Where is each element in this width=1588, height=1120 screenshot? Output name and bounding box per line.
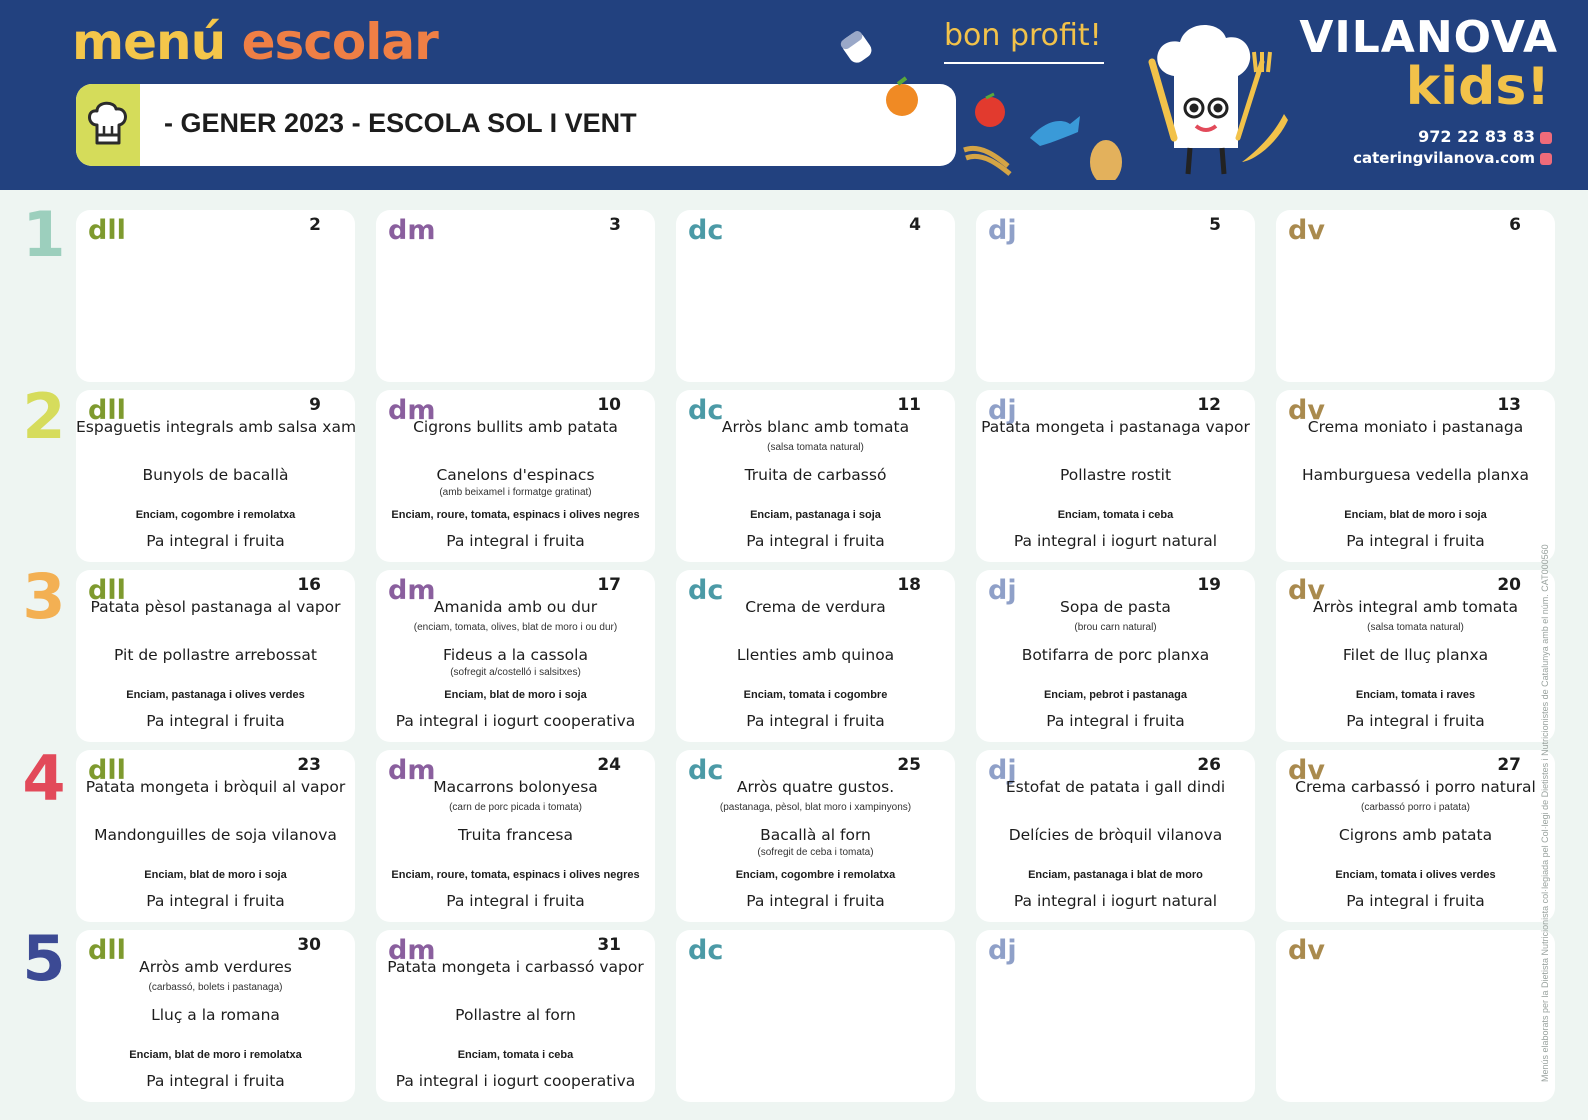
menu-note1: (carbassó, bolets i pastanaga) [148, 982, 283, 993]
menu-salad: Enciam, roure, tomata, espinacs i olives negres [391, 869, 640, 881]
menu-main2: Llenties amb quinoa [736, 646, 895, 664]
week-number: 5 [22, 922, 66, 995]
day-cell [976, 390, 1255, 562]
title-word-escolar: escolar [241, 13, 438, 71]
menu-note1: (salsa tomata natural) [767, 442, 864, 453]
day-cell [376, 750, 655, 922]
menu-salad: Enciam, pastanaga i soja [750, 509, 881, 521]
day-number: 17 [597, 575, 621, 595]
day-name: dc [688, 395, 724, 426]
menu-dessert: Pa integral i iogurt cooperativa [395, 1072, 636, 1090]
menu-main1: Patata pèsol pastanaga al vapor [90, 598, 341, 616]
menu-main1: Crema moniato i pastanaga [1307, 418, 1524, 436]
brand-name-line1: VILANOVA [1299, 12, 1558, 63]
brand-logo [1298, 12, 1558, 117]
slogan: bon profit! [944, 18, 1102, 53]
menu-note1: (carn de porc picada i tomata) [449, 802, 582, 813]
menu-salad: Enciam, tomata i cogombre [743, 689, 888, 701]
menu-note2: (sofregit a/costelló i salsitxes) [450, 667, 581, 678]
menu-main2: Pollastre al forn [455, 1006, 576, 1024]
day-cell [676, 210, 955, 382]
day-number: 23 [297, 755, 321, 775]
menu-main2: Cigrons amb patata [1338, 826, 1493, 844]
week-number: 3 [22, 560, 66, 633]
brand-name-line2: kids! [1405, 57, 1550, 117]
menu-dessert: Pa integral i fruita [1046, 712, 1185, 730]
menu-salad: Enciam, pastanaga i olives verdes [126, 689, 305, 701]
menu-main1: Sopa de pasta [1060, 598, 1171, 616]
menu-note1: (enciam, tomata, olives, blat de moro i ou dur) [413, 622, 618, 633]
title-word-menu: menú [72, 13, 226, 71]
menu-dessert: Pa integral i iogurt cooperativa [395, 712, 636, 730]
menu-main2: Lluç a la romana [151, 1006, 280, 1024]
day-name: dc [688, 575, 724, 606]
day-name: dm [388, 575, 436, 606]
menu-dessert: Pa integral i fruita [146, 1072, 285, 1090]
day-number: 4 [909, 215, 921, 235]
day-cell [76, 390, 355, 562]
contact-info [1300, 126, 1552, 168]
day-name: dv [1288, 755, 1325, 786]
day-cell [676, 930, 955, 1102]
day-cell [376, 570, 655, 742]
menu-salad: Enciam, tomata i ceba [457, 1049, 574, 1061]
menu-main1: Arròs quatre gustos. [736, 778, 895, 796]
menu-main1: Patata mongeta i pastanaga vapor [981, 418, 1250, 436]
day-name: dm [388, 935, 436, 966]
menu-dessert: Pa integral i fruita [146, 532, 285, 550]
day-name: dll [88, 395, 126, 426]
menu-dessert: Pa integral i fruita [146, 712, 285, 730]
chef-hat-icon [76, 84, 140, 166]
day-cell [76, 570, 355, 742]
menu-main2: Pit de pollastre arrebossat [114, 646, 317, 664]
menu-main2: Truita francesa [458, 826, 573, 844]
menu-salad: Enciam, pebrot i pastanaga [1043, 689, 1188, 701]
menu-dessert: Pa integral i fruita [1346, 712, 1485, 730]
menu-main2: Filet de lluç planxa [1342, 646, 1489, 664]
day-name: dm [388, 755, 436, 786]
day-number: 16 [297, 575, 321, 595]
day-cell [1276, 210, 1555, 382]
day-name: dj [988, 935, 1017, 966]
menu-main1: Espaguetis integrals amb salsa xam [76, 418, 357, 436]
day-name: dll [88, 575, 126, 606]
day-cell [676, 390, 955, 562]
day-cell [976, 210, 1255, 382]
day-name: dj [988, 215, 1017, 246]
menu-dessert: Pa integral i fruita [446, 532, 585, 550]
day-number: 6 [1509, 215, 1521, 235]
day-cell [976, 750, 1255, 922]
menu-main2: Botifarra de porc planxa [1021, 646, 1210, 664]
day-cell [1276, 570, 1555, 742]
day-number: 26 [1197, 755, 1221, 775]
menu-main1: Crema de verdura [745, 598, 886, 616]
menu-dessert: Pa integral i fruita [746, 892, 885, 910]
day-name: dll [88, 755, 126, 786]
menu-salad: Enciam, cogombre i remolatxa [135, 509, 296, 521]
day-name: dm [388, 215, 436, 246]
slogan-underline [944, 62, 1104, 64]
page-title [72, 12, 438, 72]
menu-dessert: Pa integral i iogurt natural [1013, 532, 1218, 550]
day-cell [376, 930, 655, 1102]
menu-main2: Truita de carbassó [744, 466, 887, 484]
menu-main2: Bunyols de bacallà [142, 466, 289, 484]
chef-mascot-icon [1138, 22, 1298, 187]
menu-note1: (brou carn natural) [1074, 622, 1157, 633]
menu-dessert: Pa integral i fruita [1346, 532, 1485, 550]
day-name: dm [388, 395, 436, 426]
menu-salad: Enciam, roure, tomata, espinacs i olives negres [391, 509, 640, 521]
day-number: 10 [597, 395, 621, 415]
day-number: 18 [897, 575, 921, 595]
day-cell [76, 750, 355, 922]
day-number: 25 [897, 755, 921, 775]
day-name: dv [1288, 215, 1325, 246]
phone-number: 972 22 83 83 [1418, 127, 1535, 146]
day-number: 5 [1209, 215, 1221, 235]
menu-salad: Enciam, tomata i raves [1355, 689, 1476, 701]
day-name: dc [688, 935, 724, 966]
day-cell [376, 390, 655, 562]
menu-dessert: Pa integral i iogurt natural [1013, 892, 1218, 910]
day-name: dc [688, 755, 724, 786]
menu-main1: Patata mongeta i bròquil al vapor [85, 778, 346, 796]
day-cell [676, 750, 955, 922]
day-number: 31 [597, 935, 621, 955]
day-name: dv [1288, 935, 1325, 966]
menu-note1: (pastanaga, pèsol, blat moro i xampinyons) [719, 802, 912, 813]
menu-dessert: Pa integral i fruita [746, 712, 885, 730]
menu-dessert: Pa integral i fruita [446, 892, 585, 910]
menu-main2: Pollastre rostit [1059, 466, 1172, 484]
day-number: 9 [309, 395, 321, 415]
menu-main1: Crema carbassó i porro natural [1295, 778, 1536, 796]
day-cell [76, 930, 355, 1102]
week-number: 2 [22, 380, 66, 453]
day-name: dj [988, 575, 1017, 606]
day-cell [376, 210, 655, 382]
menu-main1: Patata mongeta i carbassó vapor [387, 958, 644, 976]
day-number: 12 [1197, 395, 1221, 415]
month-bar [76, 84, 956, 166]
menu-main2: Hamburguesa vedella planxa [1302, 466, 1529, 484]
menu-main2: Mandonguilles de soja vilanova [94, 826, 337, 844]
menu-note2: (sofregit de ceba i tomata) [757, 847, 874, 858]
menu-salad: Enciam, blat de moro i soja [144, 869, 287, 881]
menu-main1: Cigrons bullits amb patata [413, 418, 618, 436]
day-cell [976, 930, 1255, 1102]
day-name: dv [1288, 395, 1325, 426]
menu-salad: Enciam, cogombre i remolatxa [735, 869, 896, 881]
header [0, 0, 1588, 190]
day-cell [1276, 750, 1555, 922]
day-number: 20 [1497, 575, 1521, 595]
menu-salad: Enciam, blat de moro i remolatxa [129, 1049, 302, 1061]
day-name: dll [88, 935, 126, 966]
web-icon [1540, 153, 1552, 165]
phone-icon [1540, 132, 1552, 144]
menu-main2: Delícies de bròquil vilanova [1008, 826, 1223, 844]
day-number: 19 [1197, 575, 1221, 595]
website-link[interactable]: cateringvilanova.com [1353, 149, 1535, 167]
menu-dessert: Pa integral i fruita [146, 892, 285, 910]
day-cell [76, 210, 355, 382]
menu-dessert: Pa integral i fruita [746, 532, 885, 550]
menu-dessert: Pa integral i fruita [1346, 892, 1485, 910]
menu-main1: Arròs blanc amb tomata [721, 418, 910, 436]
day-number: 27 [1497, 755, 1521, 775]
menu-salad: Enciam, blat de moro i soja [1344, 509, 1487, 521]
week-number: 1 [22, 198, 66, 271]
menu-main2: Fideus a la cassola [443, 646, 588, 664]
day-name: dj [988, 395, 1017, 426]
day-number: 13 [1497, 395, 1521, 415]
month-label: - GENER 2023 - ESCOLA SOL I VENT [164, 108, 637, 138]
menu-note1: (carbassó porro i patata) [1361, 802, 1470, 813]
week-number: 4 [22, 742, 66, 815]
day-number: 2 [309, 215, 321, 235]
menu-salad: Enciam, blat de moro i soja [444, 689, 587, 701]
day-name: dj [988, 755, 1017, 786]
day-number: 24 [597, 755, 621, 775]
menu-main1: Macarrons bolonyesa [433, 778, 598, 796]
day-name: dll [88, 215, 126, 246]
menu-salad: Enciam, pastanaga i blat de moro [1028, 869, 1203, 881]
day-cell [1276, 930, 1555, 1102]
menu-main1: Arròs amb verdures [139, 958, 292, 976]
menu-note2: (amb beixamel i formatge gratinat) [439, 487, 592, 498]
menu-main2: Bacallà al forn [760, 826, 871, 844]
day-number: 11 [897, 395, 921, 415]
menu-main1: Amanida amb ou dur [433, 598, 598, 616]
day-name: dv [1288, 575, 1325, 606]
menu-main1: Arròs integral amb tomata [1312, 598, 1518, 616]
menu-main2: Canelons d'espinacs [436, 466, 595, 484]
menu-note1: (salsa tomata natural) [1367, 622, 1464, 633]
day-cell [676, 570, 955, 742]
menu-salad: Enciam, tomata i ceba [1057, 509, 1174, 521]
day-name: dc [688, 215, 724, 246]
day-number: 3 [609, 215, 621, 235]
menu-main1: Estofat de patata i gall dindi [1005, 778, 1226, 796]
day-cell [1276, 390, 1555, 562]
menu-salad: Enciam, tomata i olives verdes [1335, 869, 1496, 881]
day-number: 30 [297, 935, 321, 955]
day-cell [976, 570, 1255, 742]
side-note: Menús elaborats per la Dietista Nutricionista col·legiada pel Col·legi de Dietistes i Nutricionistes de Catalunya amb el núm. CAT000560 [1540, 544, 1550, 1082]
